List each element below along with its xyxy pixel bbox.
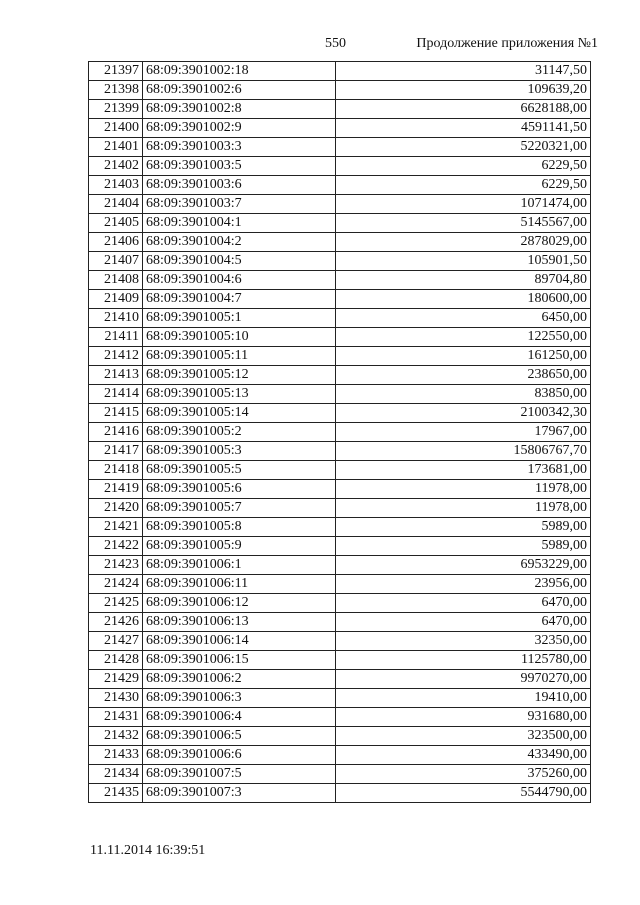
table-row (89, 328, 591, 347)
row-number-cell: 21433 (89, 746, 143, 765)
cadastral-value-cell: 2878029,00 (336, 233, 591, 252)
cadastral-number-cell: 68:09:3901002:8 (143, 100, 336, 119)
cadastral-value-cell: 433490,00 (336, 746, 591, 765)
table-row (89, 708, 591, 727)
cadastral-value-cell: 180600,00 (336, 290, 591, 309)
cadastral-value-cell: 6229,50 (336, 176, 591, 195)
cadastral-value-cell: 105901,50 (336, 252, 591, 271)
cadastral-number-cell: 68:09:3901004:6 (143, 271, 336, 290)
cadastral-number-cell: 68:09:3901004:5 (143, 252, 336, 271)
table-row (89, 195, 591, 214)
table-row (89, 442, 591, 461)
cadastral-number-cell: 68:09:3901005:7 (143, 499, 336, 518)
table-row (89, 765, 591, 784)
table-row (89, 290, 591, 309)
row-number-cell: 21419 (89, 480, 143, 499)
row-number-cell: 21425 (89, 594, 143, 613)
table-row (89, 119, 591, 138)
cadastral-value-cell: 323500,00 (336, 727, 591, 746)
table-row (89, 499, 591, 518)
row-number-cell: 21400 (89, 119, 143, 138)
table-row (89, 689, 591, 708)
cadastral-value-cell: 5989,00 (336, 518, 591, 537)
table-row (89, 81, 591, 100)
cadastral-number-cell: 68:09:3901004:7 (143, 290, 336, 309)
cadastral-value-cell: 375260,00 (336, 765, 591, 784)
table-row (89, 651, 591, 670)
cadastral-number-cell: 68:09:3901005:10 (143, 328, 336, 347)
row-number-cell: 21430 (89, 689, 143, 708)
table-row (89, 157, 591, 176)
cadastral-number-cell: 68:09:3901007:5 (143, 765, 336, 784)
cadastral-value-cell: 931680,00 (336, 708, 591, 727)
row-number-cell: 21422 (89, 537, 143, 556)
cadastral-value-cell: 6470,00 (336, 613, 591, 632)
table-row (89, 746, 591, 765)
table-row (89, 594, 591, 613)
row-number-cell: 21424 (89, 575, 143, 594)
table-row (89, 480, 591, 499)
cadastral-value-table (88, 61, 591, 803)
cadastral-number-cell: 68:09:3901003:3 (143, 138, 336, 157)
table-row (89, 309, 591, 328)
cadastral-value-cell: 1125780,00 (336, 651, 591, 670)
row-number-cell: 21402 (89, 157, 143, 176)
table-row (89, 138, 591, 157)
row-number-cell: 21414 (89, 385, 143, 404)
cadastral-value-cell: 9970270,00 (336, 670, 591, 689)
table-row (89, 784, 591, 803)
cadastral-value-cell: 15806767,70 (336, 442, 591, 461)
table-row (89, 613, 591, 632)
row-number-cell: 21415 (89, 404, 143, 423)
row-number-cell: 21434 (89, 765, 143, 784)
cadastral-value-cell: 6953229,00 (336, 556, 591, 575)
table-row (89, 385, 591, 404)
row-number-cell: 21416 (89, 423, 143, 442)
row-number-cell: 21404 (89, 195, 143, 214)
cadastral-number-cell: 68:09:3901006:4 (143, 708, 336, 727)
row-number-cell: 21412 (89, 347, 143, 366)
cadastral-number-cell: 68:09:3901005:14 (143, 404, 336, 423)
cadastral-value-cell: 89704,80 (336, 271, 591, 290)
row-number-cell: 21413 (89, 366, 143, 385)
row-number-cell: 21418 (89, 461, 143, 480)
row-number-cell: 21423 (89, 556, 143, 575)
cadastral-value-cell: 5220321,00 (336, 138, 591, 157)
row-number-cell: 21431 (89, 708, 143, 727)
table-row (89, 271, 591, 290)
cadastral-value-cell: 173681,00 (336, 461, 591, 480)
cadastral-value-cell: 5989,00 (336, 537, 591, 556)
cadastral-value-cell: 109639,20 (336, 81, 591, 100)
row-number-cell: 21428 (89, 651, 143, 670)
cadastral-value-cell: 4591141,50 (336, 119, 591, 138)
cadastral-value-cell: 6450,00 (336, 309, 591, 328)
row-number-cell: 21405 (89, 214, 143, 233)
cadastral-number-cell: 68:09:3901005:9 (143, 537, 336, 556)
cadastral-number-cell: 68:09:3901006:11 (143, 575, 336, 594)
cadastral-number-cell: 68:09:3901003:5 (143, 157, 336, 176)
table-row (89, 233, 591, 252)
table-row (89, 727, 591, 746)
cadastral-number-cell: 68:09:3901006:14 (143, 632, 336, 651)
cadastral-value-cell: 83850,00 (336, 385, 591, 404)
cadastral-value-cell: 6470,00 (336, 594, 591, 613)
cadastral-value-cell: 2100342,30 (336, 404, 591, 423)
table-row (89, 214, 591, 233)
cadastral-value-cell: 19410,00 (336, 689, 591, 708)
appendix-continuation-label: Продолжение приложения №1 (416, 36, 598, 51)
row-number-cell: 21399 (89, 100, 143, 119)
cadastral-number-cell: 68:09:3901005:12 (143, 366, 336, 385)
cadastral-value-cell: 23956,00 (336, 575, 591, 594)
table-row (89, 518, 591, 537)
row-number-cell: 21408 (89, 271, 143, 290)
cadastral-number-cell: 68:09:3901005:8 (143, 518, 336, 537)
cadastral-number-cell: 68:09:3901005:1 (143, 309, 336, 328)
table-row (89, 537, 591, 556)
cadastral-number-cell: 68:09:3901006:1 (143, 556, 336, 575)
cadastral-number-cell: 68:09:3901006:13 (143, 613, 336, 632)
row-number-cell: 21409 (89, 290, 143, 309)
cadastral-number-cell: 68:09:3901005:5 (143, 461, 336, 480)
row-number-cell: 21427 (89, 632, 143, 651)
cadastral-number-cell: 68:09:3901004:1 (143, 214, 336, 233)
cadastral-number-cell: 68:09:3901006:5 (143, 727, 336, 746)
cadastral-number-cell: 68:09:3901006:6 (143, 746, 336, 765)
cadastral-number-cell: 68:09:3901005:6 (143, 480, 336, 499)
table-row (89, 556, 591, 575)
print-datetime: 11.11.2014 16:39:51 (90, 843, 206, 858)
cadastral-value-cell: 161250,00 (336, 347, 591, 366)
table-row (89, 347, 591, 366)
cadastral-value-cell: 122550,00 (336, 328, 591, 347)
cadastral-number-cell: 68:09:3901006:2 (143, 670, 336, 689)
cadastral-number-cell: 68:09:3901003:7 (143, 195, 336, 214)
table-row (89, 366, 591, 385)
table-row (89, 252, 591, 271)
cadastral-value-cell: 17967,00 (336, 423, 591, 442)
cadastral-number-cell: 68:09:3901002:9 (143, 119, 336, 138)
cadastral-value-cell: 11978,00 (336, 499, 591, 518)
cadastral-value-cell: 6229,50 (336, 157, 591, 176)
row-number-cell: 21420 (89, 499, 143, 518)
row-number-cell: 21426 (89, 613, 143, 632)
row-number-cell: 21401 (89, 138, 143, 157)
table-row (89, 670, 591, 689)
cadastral-number-cell: 68:09:3901004:2 (143, 233, 336, 252)
cadastral-value-cell: 1071474,00 (336, 195, 591, 214)
row-number-cell: 21406 (89, 233, 143, 252)
row-number-cell: 21397 (89, 62, 143, 81)
page-number: 550 (325, 36, 346, 51)
row-number-cell: 21407 (89, 252, 143, 271)
cadastral-value-cell: 32350,00 (336, 632, 591, 651)
table-row (89, 100, 591, 119)
cadastral-number-cell: 68:09:3901007:3 (143, 784, 336, 803)
table-row (89, 575, 591, 594)
row-number-cell: 21417 (89, 442, 143, 461)
row-number-cell: 21432 (89, 727, 143, 746)
row-number-cell: 21403 (89, 176, 143, 195)
table-row (89, 176, 591, 195)
table-row (89, 404, 591, 423)
cadastral-value-cell: 11978,00 (336, 480, 591, 499)
table-row (89, 423, 591, 442)
cadastral-number-cell: 68:09:3901003:6 (143, 176, 336, 195)
cadastral-number-cell: 68:09:3901006:3 (143, 689, 336, 708)
row-number-cell: 21398 (89, 81, 143, 100)
table-row (89, 461, 591, 480)
cadastral-number-cell: 68:09:3901002:18 (143, 62, 336, 81)
cadastral-number-cell: 68:09:3901005:13 (143, 385, 336, 404)
row-number-cell: 21435 (89, 784, 143, 803)
row-number-cell: 21429 (89, 670, 143, 689)
cadastral-number-cell: 68:09:3901002:6 (143, 81, 336, 100)
row-number-cell: 21410 (89, 309, 143, 328)
cadastral-number-cell: 68:09:3901005:3 (143, 442, 336, 461)
table-row (89, 632, 591, 651)
cadastral-value-cell: 5544790,00 (336, 784, 591, 803)
cadastral-value-cell: 238650,00 (336, 366, 591, 385)
table-body (89, 62, 591, 803)
cadastral-value-cell: 5145567,00 (336, 214, 591, 233)
cadastral-number-cell: 68:09:3901005:11 (143, 347, 336, 366)
cadastral-number-cell: 68:09:3901006:12 (143, 594, 336, 613)
cadastral-number-cell: 68:09:3901006:15 (143, 651, 336, 670)
cadastral-number-cell: 68:09:3901005:2 (143, 423, 336, 442)
row-number-cell: 21421 (89, 518, 143, 537)
cadastral-value-cell: 31147,50 (336, 62, 591, 81)
cadastral-value-cell: 6628188,00 (336, 100, 591, 119)
row-number-cell: 21411 (89, 328, 143, 347)
table-row (89, 62, 591, 81)
